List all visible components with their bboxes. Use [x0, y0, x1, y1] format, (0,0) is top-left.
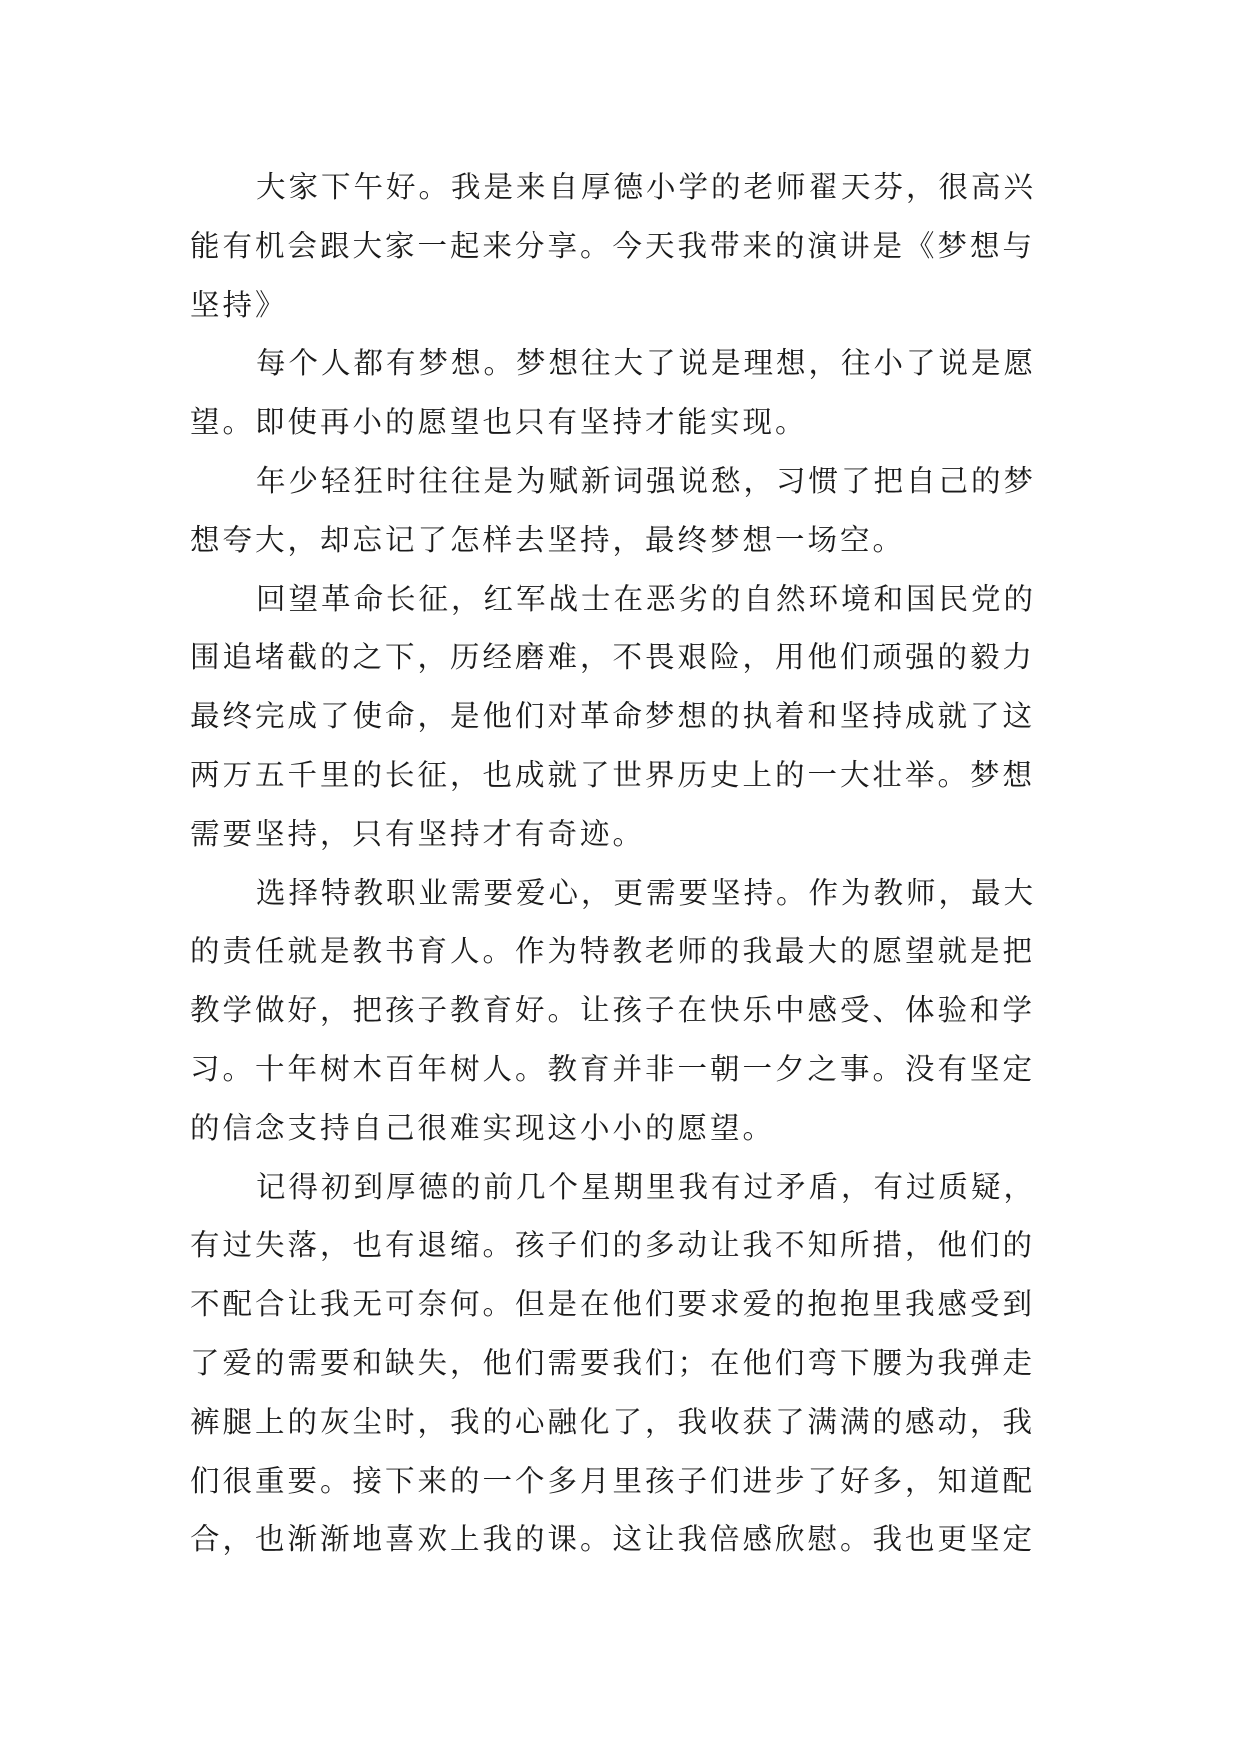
text-line: 习。十年树木百年树人。教育并非一朝一夕之事。没有坚定 — [190, 1051, 1036, 1086]
text-line: 大家下午好。我是来自厚德小学的老师翟天芬，很高兴 — [256, 170, 1037, 204]
text-line: 需要坚持，只有坚持才有奇迹。 — [190, 816, 646, 851]
text-line: 年少轻狂时往往是为赋新词强说愁，习惯了把自己的梦 — [256, 463, 1037, 498]
text-line: 的责任就是教书育人。作为特教老师的我最大的愿望就是把 — [190, 934, 1036, 969]
text-line: 记得初到厚德的前几个星期里我有过矛盾，有过质疑， — [256, 1169, 1037, 1204]
paragraph — [190, 158, 1070, 334]
text-line: 合，也渐渐地喜欢上我的课。这让我倍感欣慰。我也更坚定 — [190, 1522, 1036, 1557]
paragraph — [190, 1158, 1070, 1570]
text-line: 有过失落，也有退缩。孩子们的多动让我不知所措，他们的 — [190, 1228, 1036, 1263]
text-line: 裤腿上的灰尘时，我的心融化了，我收获了满满的感动，我 — [190, 1404, 1036, 1439]
text-line: 不配合让我无可奈何。但是在他们要求爱的抱抱里我感受到 — [190, 1287, 1036, 1322]
text-line: 最终完成了使命，是他们对革命梦想的执着和坚持成就了这 — [190, 699, 1036, 734]
text-line: 想夸大，却忘记了怎样去坚持，最终梦想一场空。 — [190, 522, 906, 557]
text-line: 坚持》 — [190, 287, 288, 322]
text-line: 的信念支持自己很难实现这小小的愿望。 — [190, 1110, 776, 1145]
text-line: 能有机会跟大家一起来分享。今天我带来的演讲是《梦想与 — [190, 228, 1036, 263]
text-line: 了爱的需要和缺失，他们需要我们；在他们弯下腰为我弹走 — [190, 1345, 1036, 1380]
text-line: 教学做好，把孩子教育好。让孩子在快乐中感受、体验和学 — [190, 993, 1036, 1028]
paragraph — [190, 570, 1070, 864]
text-line: 们很重要。接下来的一个多月里孩子们进步了好多，知道配 — [190, 1463, 1036, 1498]
paragraph — [190, 334, 1070, 452]
paragraph — [190, 452, 1070, 570]
text-line: 围追堵截的之下，历经磨难，不畏艰险，用他们顽强的毅力 — [190, 640, 1036, 675]
text-line: 望。即使再小的愿望也只有坚持才能实现。 — [190, 405, 808, 440]
text-line: 两万五千里的长征，也成就了世界历史上的一大壮举。梦想 — [190, 757, 1036, 792]
text-line: 选择特教职业需要爱心，更需要坚持。作为教师，最大 — [256, 875, 1037, 910]
body-text — [190, 158, 1070, 1569]
paragraph — [190, 864, 1070, 1158]
text-line: 回望革命长征，红军战士在恶劣的自然环境和国民党的 — [256, 581, 1037, 616]
text-line: 每个人都有梦想。梦想往大了说是理想，往小了说是愿 — [256, 346, 1037, 381]
